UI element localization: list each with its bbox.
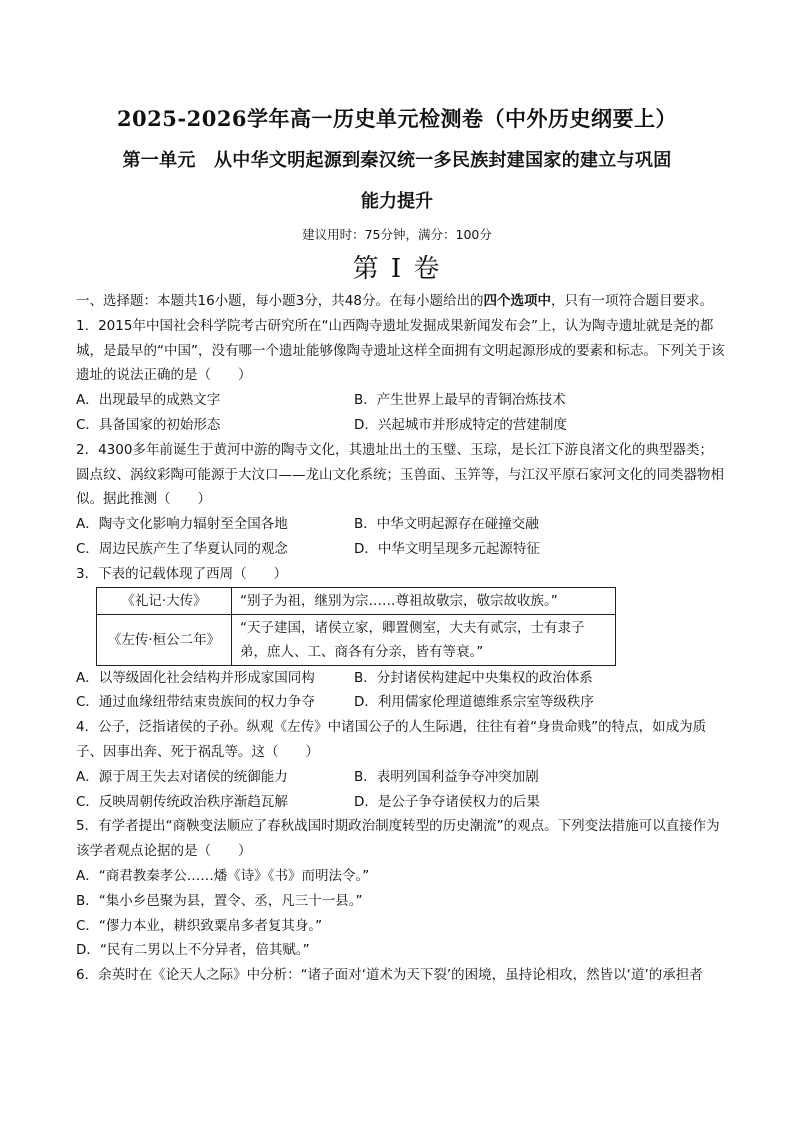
table-source-cell: 《礼记·大传》	[97, 587, 232, 614]
table-quote-cell: “别子为祖，继别为宗……尊祖故敬宗，敬宗故收族。”	[232, 587, 616, 614]
section-instructions	[76, 289, 726, 314]
exam-subtitle: 能力提升	[361, 191, 433, 212]
question-4-stem: 4．公子，泛指诸侯的子孙。纵观《左传》中诸国公子的人生际遇，往往有着“身贵命贱”的特点，如成为质子、因事出奔、死于祸乱等。这（ ）	[76, 719, 707, 760]
question-6-stem: 6．余英时在《论天人之际》中分析：“诸子面对‘道术为天下裂’的困境，虽持论相攻，然皆以‘道’的承担者	[76, 967, 703, 984]
option-d[interactable]: D．是公子争夺诸侯权力的后果	[354, 793, 540, 810]
question-5-stem: 5．有学者提出“商鞅变法顺应了春秋战国时期政治制度转型的历史潮流”的观点。下列变法措施可以直接作为该学者观点论据的是（ ）	[76, 818, 720, 860]
question-2-stem: 2．4300多年前诞生于黄河中游的陶寺文化，其遗址出土的玉璧、玉琮，是长江下游良渚文化的典型器类；圆点纹、涡纹彩陶可能源于大汶口——龙山文化系统；玉兽面、玉笄等，与江汉平原石家河文化的同类器物相似。据此推测（ ）	[76, 441, 724, 508]
question-3-options	[76, 666, 726, 716]
instructions-emphasis: 四个选项中	[483, 293, 551, 309]
option-b[interactable]: B．“集小乡邑聚为县，置令、丞，凡三十一县。”	[76, 892, 363, 909]
table-source-cell: 《左传·桓公二年》	[97, 614, 232, 665]
option-c[interactable]: C．通过血缘纽带结束贵族间的权力争夺	[76, 694, 315, 711]
option-b[interactable]: B．表明列国利益争夺冲突加剧	[354, 768, 539, 785]
option-a[interactable]: A．“商君教秦孝公……燔《诗》《书》而明法令。”	[76, 867, 370, 884]
option-a[interactable]: A．源于周王失去对诸侯的统御能力	[76, 768, 288, 785]
option-b[interactable]: B．分封诸侯构建起中央集权的政治体系	[354, 669, 593, 686]
option-a[interactable]: A．出现最早的成熟文字	[76, 392, 221, 409]
instructions-text: 一、选择题：本题共16小题，每小题3分，共48分。在每小题给出的	[76, 293, 484, 309]
question-2-options	[76, 512, 726, 562]
table-quote-cell: “天子建国，诸侯立家，卿置侧室，大夫有贰宗，士有隶子弟，庶人、工、商各有分亲，皆有等衰。”	[232, 614, 616, 665]
question-5-options	[76, 864, 726, 963]
unit-title: 第一单元 从中华文明起源到秦汉统一多民族封建国家的建立与巩固	[122, 150, 672, 171]
option-c[interactable]: C．“僇力本业，耕织致粟帛多者复其身。”	[76, 917, 323, 934]
option-d[interactable]: D．“民有二男以上不分异者，倍其赋。”	[76, 942, 310, 959]
table-row	[97, 587, 616, 614]
exam-title: 2025-2026学年高一历史单元检测卷（中外历史纲要上）	[116, 106, 678, 131]
question-1-stem: 1．2015年中国社会科学院考古研究所在“山西陶寺遗址发掘成果新闻发布会”上，认为陶寺遗址就是尧的都城，是最早的“中国”，没有哪一个遗址能够像陶寺遗址这样全面拥有文明起源形成的要素和标志。下列关于该遗址的说法正确的是（ ）	[76, 317, 725, 384]
volume-heading: 第 I 卷	[352, 254, 442, 284]
option-a[interactable]: A．陶寺文化影响力辐射至全国各地	[76, 516, 288, 533]
option-d[interactable]: D．中华文明呈现多元起源特征	[354, 540, 540, 557]
instructions-text-end: ，只有一项符合题目要求。	[550, 293, 713, 309]
option-b[interactable]: B．产生世界上最早的青铜冶炼技术	[354, 392, 566, 409]
question-1-options	[76, 388, 726, 438]
option-d[interactable]: D．利用儒家伦理道德维系宗室等级秩序	[354, 694, 594, 711]
table-row	[97, 614, 616, 665]
source-table	[96, 587, 616, 666]
question-4-options	[76, 765, 726, 815]
option-c[interactable]: C．反映周朝传统政治秩序渐趋瓦解	[76, 793, 288, 810]
question-section	[76, 289, 726, 988]
option-c[interactable]: C．周边民族产生了华夏认同的观念	[76, 540, 288, 557]
time-and-score: 建议用时：75分钟，满分：100分	[302, 227, 492, 242]
option-d[interactable]: D．兴起城市并形成特定的营建制度	[354, 416, 567, 433]
option-a[interactable]: A．以等级固化社会结构并形成家国同构	[76, 669, 315, 686]
option-b[interactable]: B．中华文明起源存在碰撞交融	[354, 516, 539, 533]
question-3-stem: 3．下表的记载体现了西周（ ）	[76, 565, 288, 582]
option-c[interactable]: C．具备国家的初始形态	[76, 416, 221, 433]
